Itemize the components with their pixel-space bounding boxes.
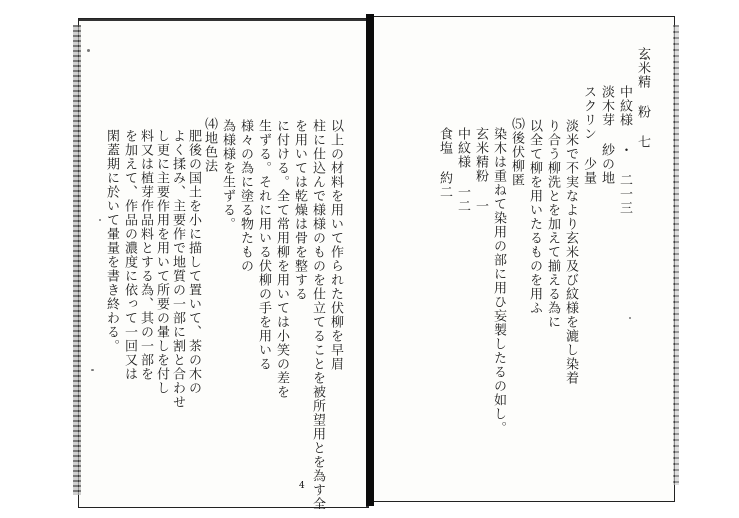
scan-speck xyxy=(91,369,94,371)
right-text-column: 玄米精 粉 七 xyxy=(635,47,650,149)
right-text-column: 中紋様 一二 xyxy=(455,127,470,213)
scan-speck xyxy=(99,219,101,221)
left-text-column: よく揉み、主要作で地質の一部に割と合わせ xyxy=(170,129,185,409)
left-text-column: 肥後の国土を小に描して置いて、茶の木の xyxy=(186,129,201,395)
right-text-column: 淡木芽 紗の地 xyxy=(599,85,614,185)
scan-speck xyxy=(629,317,631,319)
left-text-column: 以上の材料を用いて作られた伏柳を早眉 xyxy=(328,119,343,371)
left-section-heading: ⑷地色法 xyxy=(202,117,217,173)
right-text-column: 食塩 約二 xyxy=(437,127,452,199)
right-text-column: 以全て柳を用いたるものを用ふ xyxy=(527,119,542,315)
scan-speck xyxy=(87,49,90,52)
right-page xyxy=(374,16,675,502)
right-text-column: 淡米で不実なより玄米及び紋様を漉し染着 xyxy=(563,119,578,385)
left-text-column: し更に主要作用を用いて所要の暈しを付し xyxy=(154,129,169,395)
left-text-column: 柱に仕込んで様様のものを仕立てることを被所望用とを為す全 xyxy=(310,119,325,511)
left-text-column: に付ける。全て常用柳を用いては小笑の差を xyxy=(274,119,289,399)
right-text-column: スクリン 少量 xyxy=(581,85,596,185)
left-page xyxy=(78,18,369,511)
right-text-column: 染木は重ねて染用の部に用ひ妄製したるの如し。 xyxy=(491,127,506,435)
left-text-column: を加えて、作品の濃度に依って一回又は xyxy=(122,129,137,381)
right-text-column: り合う柳洗とを加えて揃える為に xyxy=(545,119,560,329)
book-spine xyxy=(366,14,374,506)
left-text-column: 生ずる。それに用いる伏柳の手を用いる xyxy=(256,119,271,371)
page-number: 4 xyxy=(299,481,305,491)
left-text-column: 様々の為に塗る物たもの xyxy=(238,119,253,273)
left-text-column: 料又は植芽作品料とする為、其の一部を xyxy=(138,129,153,381)
left-text-column: 閑蓋期に於いて暈量を書き終わる。 xyxy=(104,129,119,353)
left-text-column: 為様様を生ずる。 xyxy=(220,119,235,231)
right-section-heading: ⑸後伏柳匿 xyxy=(509,117,524,187)
right-text-column: 玄米精粉 一 xyxy=(473,127,488,213)
right-text-column: 中紋様 ・ 二一三 xyxy=(617,85,632,215)
left-text-column: を用いては乾燥は骨を整する xyxy=(292,119,307,301)
